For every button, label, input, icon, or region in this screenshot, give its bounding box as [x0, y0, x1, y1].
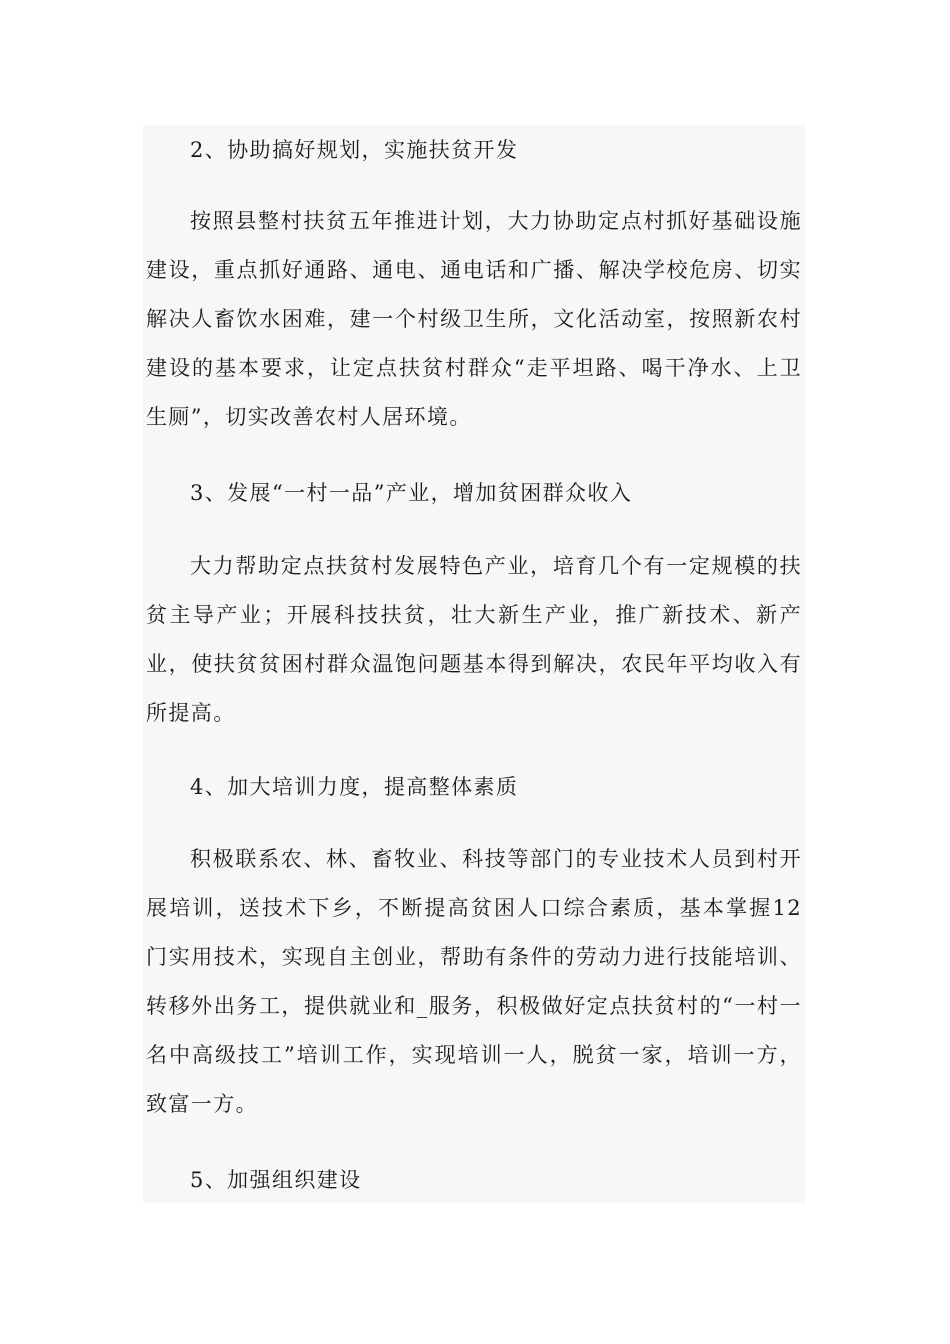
section-heading-2: 2、协助搞好规划，实施扶贫开发 [190, 138, 519, 162]
section-paragraph-4: 积极联系农、林、畜牧业、科技等部门的专业技术人员到村开展培训，送技术下乡，不断提高贫困人口综合素质，基本掌握12门实用技术，实现自主创业，帮助有条件的劳动力进行技能培训、转移外出务工，提供就业和_服务，积极做好定点扶贫村的“一村一名中高级技工”培训工作，实现培训一人，脱贫一家，培训一方，致富一方。 [146, 847, 802, 1116]
section-heading-5: 5、加强组织建设 [190, 1168, 362, 1192]
section-heading-4: 4、加大培训力度，提高整体素质 [190, 775, 519, 799]
section-paragraph-3: 大力帮助定点扶贫村发展特色产业，培育几个有一定规模的扶贫主导产业；开展科技扶贫，壮大新生产业，推广新技术、新产业，使扶贫贫困村群众温饱问题基本得到解决，农民年平均收入有所提高。 [146, 554, 802, 725]
section-heading-3: 3、发展“一村一品”产业，增加贫困群众收入 [190, 481, 633, 505]
section-paragraph-2: 按照县整村扶贫五年推进计划，大力协助定点村抓好基础设施建设，重点抓好通路、通电、通电话和广播、解决学校危房、切实解决人畜饮水困难，建一个村级卫生所，文化活动室，按照新农村建设的基本要求，让定点扶贫村群众“走平坦路、喝干净水、上卫生厕”，切实改善农村人居环境。 [146, 209, 802, 429]
